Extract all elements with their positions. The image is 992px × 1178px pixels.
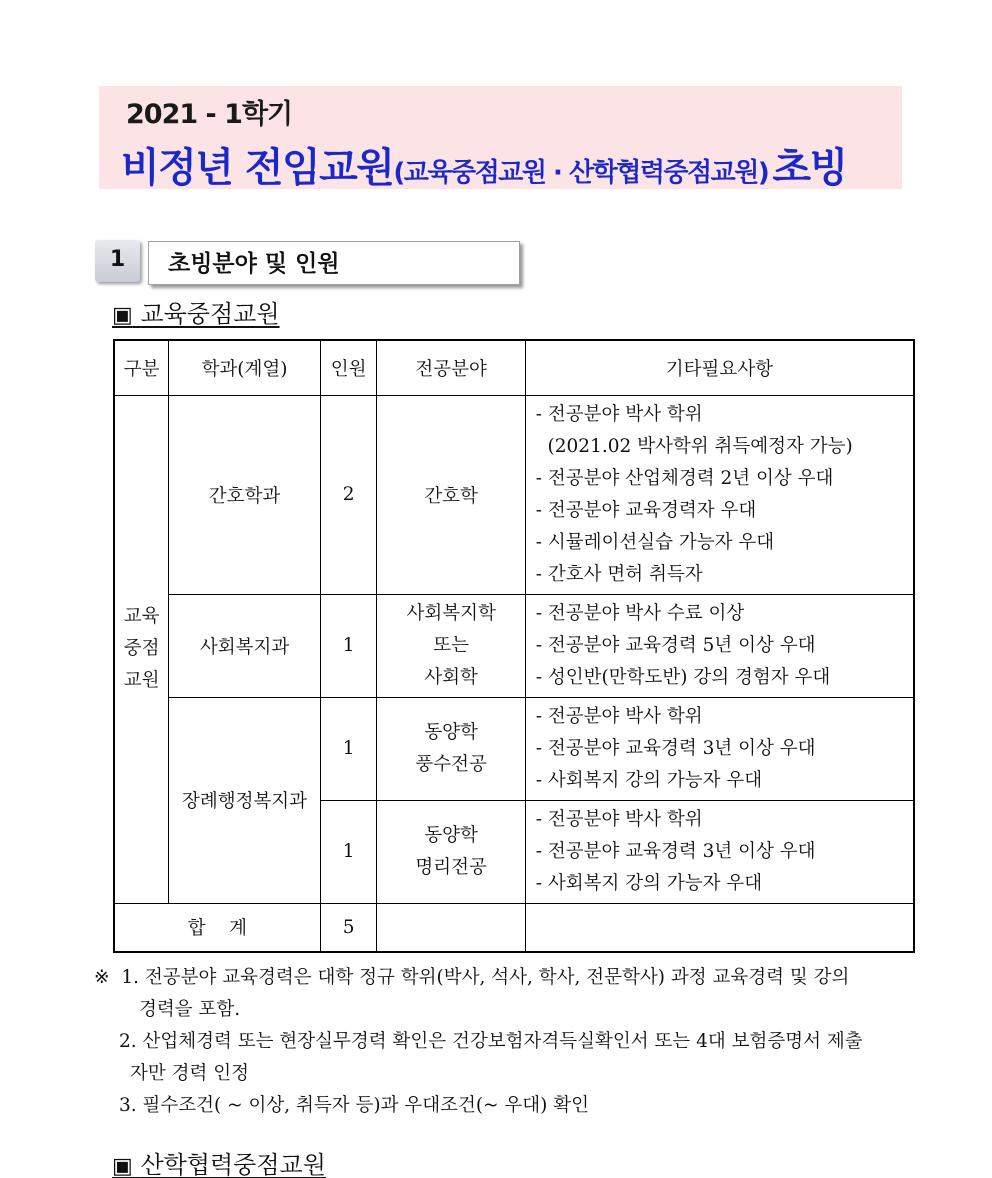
major-cell — [377, 697, 525, 800]
requirement-line: - 사회복지 강의 가능자 우대 — [535, 872, 763, 894]
major-line: 명리전공 — [415, 856, 487, 878]
header-category: 구분 — [114, 340, 169, 395]
total-count: 5 — [320, 903, 377, 952]
title-main-small: (교육중점교원 · 산학협력중점교원) — [393, 158, 769, 188]
requirement-line: (2021.02 박사학위 취득예정자 가능) — [535, 435, 853, 457]
table-total-row — [114, 903, 914, 952]
title-banner — [99, 86, 902, 189]
major-line: 또는 — [433, 634, 469, 656]
table-header-row — [114, 340, 914, 395]
requirement-line: - 전공분야 산업체경력 2년 이상 우대 — [535, 467, 834, 489]
note-text: 1. 전공분야 교육경력은 대학 정규 학위(박사, 석사, 학사, 전문학사) 과정 교육경력 및 강의 — [121, 967, 850, 988]
requirement-line: - 전공분야 박사 학위 — [535, 403, 703, 425]
requirement-line: - 전공분야 박사 학위 — [535, 705, 703, 727]
requirements-cell — [525, 697, 914, 800]
header-requirements: 기타필요사항 — [525, 340, 914, 395]
category-line: 교육 — [123, 606, 160, 627]
subsection-ind-label: 산학협력중점교원 — [140, 1151, 326, 1178]
requirement-line: - 전공분야 교육경력 3년 이상 우대 — [535, 840, 816, 862]
count-cell: 1 — [320, 800, 377, 903]
major-cell — [377, 594, 525, 697]
requirement-line: - 전공분야 교육경력 5년 이상 우대 — [535, 634, 816, 656]
category-cell — [114, 395, 169, 903]
count-cell: 2 — [320, 395, 377, 594]
total-label: 합 계 — [114, 903, 320, 952]
header-dept: 학과(계열) — [169, 340, 320, 395]
requirement-line: - 전공분야 박사 학위 — [535, 808, 703, 830]
dept-cell: 장례행정복지과 — [169, 697, 320, 903]
title-year: 2021 - 1학기 — [126, 99, 293, 130]
header-count: 인원 — [320, 340, 377, 395]
table-row — [114, 594, 914, 697]
requirement-line: - 시뮬레이션실습 가능자 우대 — [535, 531, 775, 553]
major-cell — [377, 800, 525, 903]
category-line: 중점 — [123, 638, 160, 659]
note-line — [94, 962, 914, 994]
major-line: 사회학 — [424, 666, 478, 688]
table-row — [114, 697, 914, 800]
requirements-cell — [525, 800, 914, 903]
dept-cell: 간호학과 — [169, 395, 320, 594]
header-major: 전공분야 — [377, 340, 525, 395]
count-cell: 1 — [320, 594, 377, 697]
subsection-ind-title — [112, 1145, 326, 1178]
requirements-cell — [525, 594, 914, 697]
note-line: 3. 필수조건( ~ 이상, 취득자 등)과 우대조건(~ 우대) 확인 — [119, 1095, 589, 1116]
requirement-line: - 전공분야 교육경력 3년 이상 우대 — [535, 737, 816, 759]
requirement-line: - 전공분야 교육경력자 우대 — [535, 499, 757, 521]
dept-cell: 사회복지과 — [169, 594, 320, 697]
requirement-line: - 간호사 면허 취득자 — [535, 563, 703, 585]
title-main — [121, 136, 847, 193]
major-line: 동양학 — [424, 824, 478, 846]
table-row — [114, 395, 914, 594]
subsection-edu-label: 교육중점교원 — [140, 300, 280, 328]
subsection-edu-title — [112, 294, 280, 329]
note-mark: ※ — [94, 967, 110, 988]
requirement-line: - 성인반(만학도반) 강의 경험자 우대 — [535, 666, 831, 688]
total-empty-cell — [525, 903, 914, 952]
section-title: 초빙분야 및 인원 — [148, 241, 520, 285]
category-line: 교원 — [123, 670, 160, 691]
section-number: 1 — [95, 240, 140, 282]
title-main-end: 초빙 — [772, 145, 847, 191]
square-marker-icon: ▣ — [112, 303, 133, 328]
note-line: 2. 산업체경력 또는 현장실무경력 확인은 건강보험자격득실확인서 또는 4대 보험증명서 제출 — [119, 1031, 863, 1052]
note-line: 자만 경력 인정 — [130, 1063, 249, 1084]
count-cell: 1 — [320, 697, 377, 800]
requirement-line: - 사회복지 강의 가능자 우대 — [535, 769, 763, 791]
major-line: 풍수전공 — [415, 753, 487, 775]
major-line: 사회복지학 — [406, 602, 496, 624]
title-main-big: 비정년 전임교원 — [121, 145, 394, 191]
major-cell: 간호학 — [377, 395, 525, 594]
note-line: 경력을 포함. — [139, 999, 241, 1020]
requirement-line: - 전공분야 박사 수료 이상 — [535, 602, 745, 624]
requirements-cell — [525, 395, 914, 594]
total-empty-cell — [377, 903, 525, 952]
notes-block — [94, 962, 914, 1122]
square-marker-icon: ▣ — [112, 1154, 133, 1178]
major-line: 동양학 — [424, 721, 478, 743]
recruitment-table — [113, 339, 915, 953]
